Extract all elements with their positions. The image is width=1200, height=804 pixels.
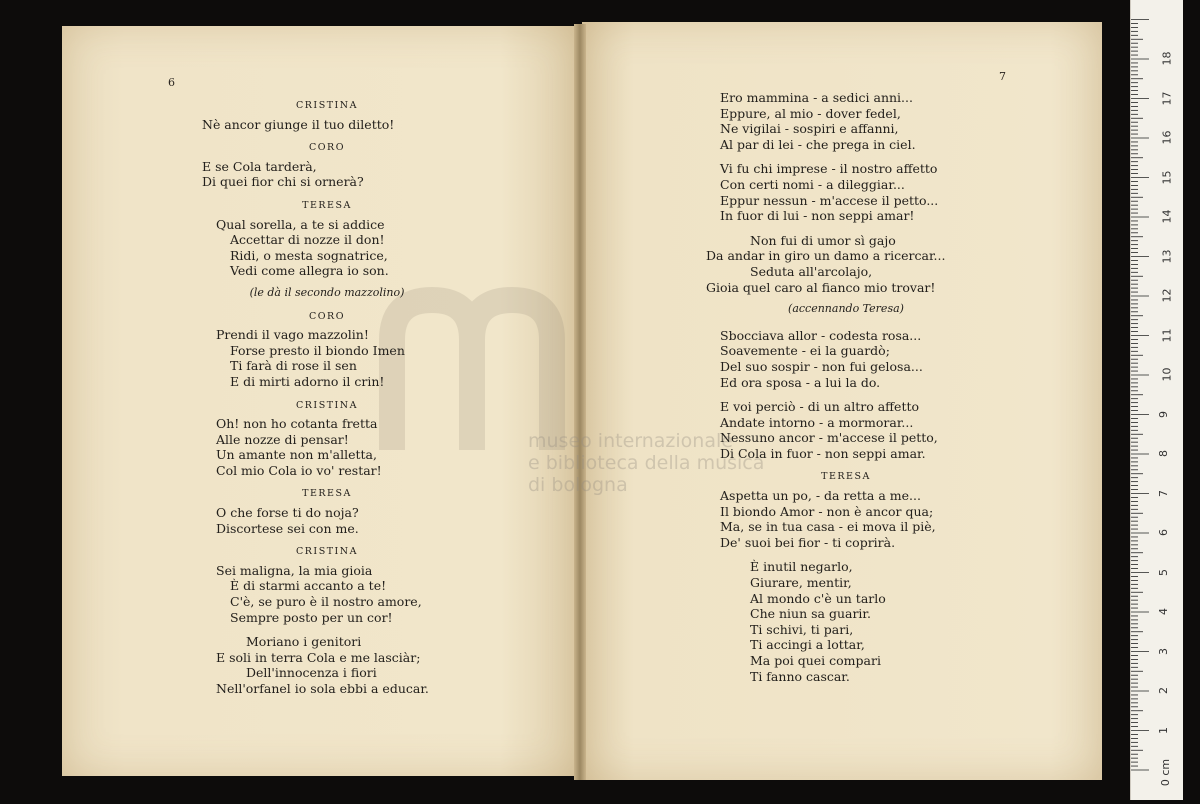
ruler-number: 14 xyxy=(1160,209,1174,224)
speaker-name: CRISTINA xyxy=(296,100,358,111)
verse-line: Ero mammina - a sedici anni... xyxy=(720,90,913,105)
speaker-name: CORO xyxy=(309,142,345,154)
ruler-number: 7 xyxy=(1157,489,1170,497)
verse-line: In fuor di lui - non seppi amar! xyxy=(720,208,915,224)
verse-line: Eppure, al mio - dover fedel, xyxy=(720,105,901,121)
verse-line: Un amante non m'alletta, xyxy=(216,447,377,463)
right-page-text xyxy=(706,90,986,684)
ruler-number: 6 xyxy=(1157,529,1170,536)
verse-line: C'è, se puro è il nostro amore, xyxy=(230,594,422,610)
verse-line: Che niun sa guarir. xyxy=(750,606,872,622)
ruler-number: 3 xyxy=(1157,647,1170,655)
verse-line: E di mirti adorno il crin! xyxy=(230,373,385,389)
ruler-number: 18 xyxy=(1160,51,1174,66)
ruler-number: 11 xyxy=(1160,328,1174,342)
verse-line: Oh! non ho cotanta fretta xyxy=(216,416,378,432)
ruler-number: 13 xyxy=(1160,249,1174,263)
verse-line: Giurare, mentir, xyxy=(750,575,852,591)
right-page-number: 7 xyxy=(999,70,1006,83)
verse-line: Sempre posto per un cor! xyxy=(230,609,393,625)
verse-line: Prendi il vago mazzolin! xyxy=(216,327,369,343)
verse-line: Ma, se in tua casa - ei mova il piè, xyxy=(720,519,936,535)
ruler-number: 4 xyxy=(1157,608,1170,615)
ruler-number: 15 xyxy=(1160,170,1174,184)
verse-line: Nell'orfanel io sola ebbi a educar. xyxy=(216,681,429,696)
verse-line: Sbocciava allor - codesta rosa... xyxy=(720,327,922,343)
verse-line: Ridi, o mesta sognatrice, xyxy=(230,247,388,263)
verse-line: E se Cola tarderà, xyxy=(202,158,317,174)
verse-line: Di quei fior chi si ornerà? xyxy=(202,174,364,190)
verse-line: Gioia quel caro al fianco mio trovar! xyxy=(706,279,936,295)
ruler-number: 5 xyxy=(1157,568,1170,576)
watermark-line-3: di bologna xyxy=(528,474,628,496)
verse-line: Al mondo c'è un tarlo xyxy=(750,590,886,606)
stage-direction: (accennando Teresa) xyxy=(788,302,904,316)
speaker-name: CRISTINA xyxy=(296,399,358,411)
verse-line: Vi fu chi imprese - il nostro affetto xyxy=(720,161,938,177)
verse-line: Aspetta un po, - da retta a me... xyxy=(720,488,921,504)
book-gutter xyxy=(574,24,586,780)
verse-line: Di Cola in fuor - non seppi amar. xyxy=(720,445,926,461)
verse-line: Dell'innocenza i fiori xyxy=(246,665,377,681)
verse-line: E soli in terra Cola e me lasciàr; xyxy=(216,649,421,665)
ruler-number: 17 xyxy=(1160,91,1174,105)
watermark-line-1: museo internazionale xyxy=(528,430,733,452)
ruler-ticks xyxy=(1131,0,1183,800)
stage-direction: (le dà il secondo mazzolino) xyxy=(249,285,405,299)
verse-line: Alle nozze di pensar! xyxy=(216,431,349,447)
left-page-number: 6 xyxy=(168,76,175,89)
measurement-ruler xyxy=(1130,0,1183,800)
verse-line: E voi perciò - di un altro affetto xyxy=(720,399,920,415)
speaker-name: TERESA xyxy=(302,488,352,500)
verse-line: Ne vigilai - sospiri e affanni, xyxy=(720,121,899,137)
ruler-number: 9 xyxy=(1157,410,1170,418)
ruler-number: 16 xyxy=(1160,130,1174,145)
verse-line: Ti schivi, ti pari, xyxy=(750,621,854,637)
verse-line: Col mio Cola io vo' restar! xyxy=(216,462,382,478)
stanza-gap xyxy=(706,152,986,161)
verse-line: Ti farà di rose il sen xyxy=(230,358,357,374)
speaker-name: CORO xyxy=(309,310,345,322)
verse-line: È di starmi accanto a te! xyxy=(230,578,387,594)
verse-line: Ma poi quei compari xyxy=(750,653,881,668)
verse-line: Da andar in giro un damo a ricercar... xyxy=(706,248,946,264)
verse-line: È inutil negarlo, xyxy=(750,559,853,575)
verse-line: O che forse ti do noja? xyxy=(216,505,359,521)
ruler-number: 12 xyxy=(1160,288,1174,303)
verse-line: Moriano i genitori xyxy=(246,634,362,650)
verse-line: Ti fanno cascar. xyxy=(750,668,850,684)
ruler-number: 8 xyxy=(1157,450,1170,457)
verse-line: Andate intorno - a mormorar... xyxy=(720,414,914,430)
stanza-gap xyxy=(706,224,986,233)
verse-line: Qual sorella, a te si addice xyxy=(216,216,385,232)
verse-line: Nessuno ancor - m'accese il petto, xyxy=(720,430,938,446)
ruler-unit-label: 0 cm xyxy=(1159,758,1173,787)
verse-line: Vedi come allegra io son. xyxy=(230,263,389,279)
stanza-gap xyxy=(706,550,986,559)
verse-line: Al par di lei - che prega in ciel. xyxy=(720,136,916,152)
stanza-gap xyxy=(706,390,986,399)
verse-line: Non fui di umor sì gajo xyxy=(750,232,896,248)
speaker-name: TERESA xyxy=(302,199,352,211)
verse-line: Ti accingi a lottar, xyxy=(750,637,865,653)
verse-line: Eppur nessun - m'accese il petto... xyxy=(720,192,939,208)
stanza-gap xyxy=(202,625,452,634)
verse-line: Forse presto il biondo Imen xyxy=(230,342,405,358)
verse-line: Ed ora sposa - a lui la do. xyxy=(720,374,881,390)
verse-line: Nè ancor giunge il tuo diletto! xyxy=(202,116,395,132)
verse-line: Seduta all'arcolajo, xyxy=(750,263,873,279)
verse-line: Discortese sei con me. xyxy=(216,520,359,536)
stanza-gap xyxy=(706,319,986,328)
ruler-number: 10 xyxy=(1160,367,1174,382)
verse-line: Del suo sospir - non fui gelosa... xyxy=(720,358,923,374)
verse-line: Il biondo Amor - non è ancor qua; xyxy=(720,503,934,519)
speaker-name: CRISTINA xyxy=(296,546,358,558)
left-page-text xyxy=(202,90,452,697)
verse-line: Sei maligna, la mia gioia xyxy=(216,562,373,578)
ruler-number: 1 xyxy=(1157,726,1170,734)
verse-line: Soavemente - ei la guardò; xyxy=(720,343,890,359)
watermark-line-2: e biblioteca della musica xyxy=(528,452,765,474)
speaker-name: TERESA xyxy=(821,471,871,483)
verse-line: Accettar di nozze il don! xyxy=(230,232,385,248)
verse-line: De' suoi bei fior - ti coprirà. xyxy=(720,534,896,550)
verse-line: Con certi nomi - a dileggiar... xyxy=(720,176,905,192)
ruler-number: 2 xyxy=(1157,687,1170,694)
